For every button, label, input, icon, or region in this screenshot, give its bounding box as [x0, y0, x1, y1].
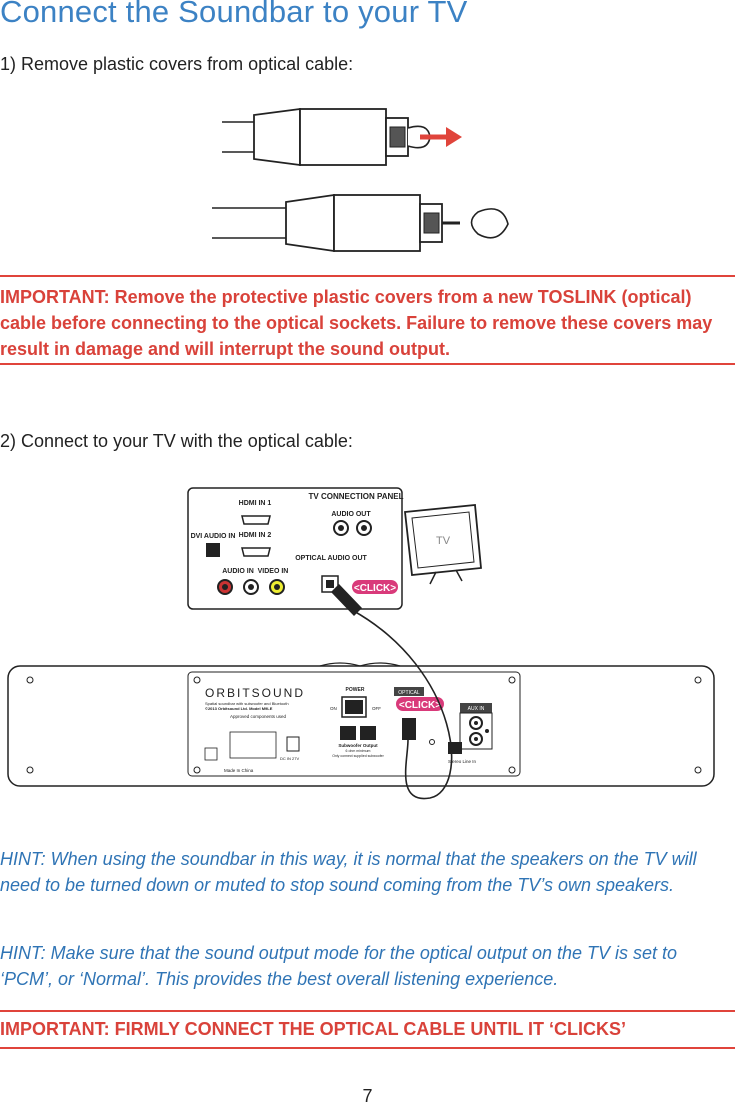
power-on-label: ON — [330, 706, 337, 711]
made-in-label: Made In China — [224, 768, 254, 773]
hdmi2-label: HDMI IN 2 — [238, 532, 272, 539]
soundbar-description: Spatial soundbar with subwoofer and Bluetooth — [205, 701, 289, 706]
cable-without-cover-icon — [212, 195, 508, 251]
soundbar-model: ©2013 Orbitsound Ltd. Model M9LE — [205, 706, 273, 711]
page-number: 7 — [362, 1086, 373, 1106]
tv-icon — [405, 505, 481, 584]
caution-box — [230, 732, 276, 758]
page-title: Connect the Soundbar to your TV — [0, 0, 468, 29]
audio-out-label: AUDIO OUT — [331, 511, 371, 518]
approved-label: Approved components used — [230, 714, 287, 719]
subwoofer-label: Subwoofer Output — [338, 743, 378, 748]
important-notice-covers: IMPORTANT: Remove the protective plastic covers from a new TOSLINK (optical) cable before connecting to the optical sockets. Failure to remove these covers may result in damage and will interrupt the sound output. — [0, 287, 713, 359]
hint-mute-tv-speakers: HINT: When using the soundbar in this way, it is normal that the speakers on the TV will need to be turned down or muted to stop sound coming from the TV’s own speakers. — [0, 849, 697, 895]
cable-with-cover-icon — [222, 109, 462, 165]
tv-panel-heading: TV CONNECTION PANEL — [308, 492, 404, 501]
optical-out-label: OPTICAL AUDIO OUT — [295, 555, 367, 562]
subwoofer-note-1: 6 ohm minimum — [345, 749, 371, 753]
optical-plug-icon — [402, 718, 416, 740]
dvi-port-icon — [206, 543, 220, 557]
audio-in-label: AUDIO IN — [222, 568, 254, 575]
divider — [0, 1010, 735, 1012]
soundbar-brand: ORBITSOUND — [205, 686, 306, 700]
power-off-label: OFF — [372, 706, 381, 711]
optical-label: OPTICAL — [398, 690, 420, 696]
stereo-in-label: Stereo Line In — [447, 759, 477, 764]
divider — [0, 363, 735, 365]
hdmi-port-icon — [242, 516, 270, 524]
tv-label: TV — [435, 535, 451, 547]
click-label: <CLICK> — [353, 583, 397, 594]
important-notice-click: IMPORTANT: FIRMLY CONNECT THE OPTICAL CABLE UNTIL IT ‘CLICKS’ — [0, 1019, 627, 1039]
hdmi-port-icon — [242, 548, 270, 556]
hdmi1-label: HDMI IN 1 — [238, 500, 272, 507]
step-2-text: 2) Connect to your TV with the optical cable: — [0, 431, 353, 451]
subwoofer-port-icon — [340, 726, 356, 740]
subwoofer-note-2: Only connect supplied subwoofer — [332, 754, 384, 758]
hint-pcm-output: HINT: Make sure that the sound output mode for the optical output on the TV is set to ‘PCM’, or ‘Normal’. This provides the best overall listening experience. — [0, 943, 678, 989]
click-label: <CLICK> — [398, 700, 442, 711]
optical-cable-illustration — [210, 100, 530, 260]
dvi-label: DVI AUDIO IN — [190, 533, 236, 540]
video-in-label: VIDEO IN — [257, 568, 289, 575]
aux-label: AUX IN — [467, 706, 485, 712]
connection-diagram — [0, 480, 735, 820]
dc-port-icon — [287, 737, 299, 751]
subwoofer-port-icon — [360, 726, 376, 740]
step-1-text: 1) Remove plastic covers from optical cable: — [0, 54, 354, 74]
power-label: POWER — [345, 687, 365, 693]
divider — [0, 275, 735, 277]
divider — [0, 1047, 735, 1049]
dc-in-label: DC IN 27V — [280, 756, 300, 761]
